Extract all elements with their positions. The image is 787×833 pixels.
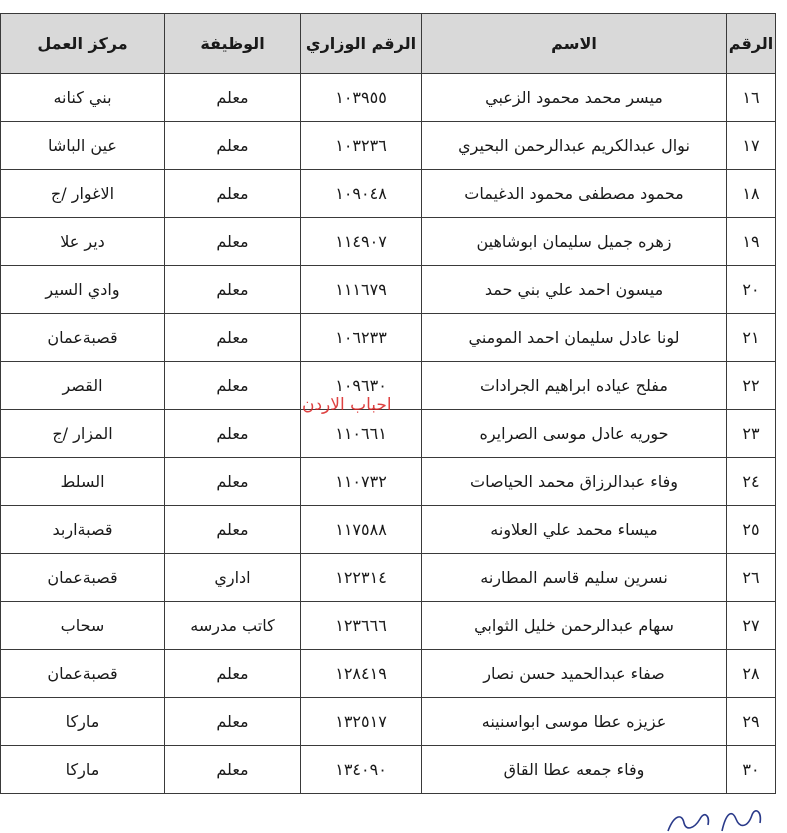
cell-job: معلم	[165, 122, 301, 170]
cell-ministry-id: ١٣٢٥١٧	[301, 698, 422, 746]
cell-name: زهره جميل سليمان ابوشاهين	[422, 218, 727, 266]
cell-work-center: قصبةعمان	[1, 650, 165, 698]
cell-work-center: قصبةعمان	[1, 554, 165, 602]
cell-ministry-id: ١٢٨٤١٩	[301, 650, 422, 698]
cell-job: معلم	[165, 746, 301, 794]
cell-work-center: بني كنانه	[1, 74, 165, 122]
cell-ministry-id: ١٢٣٦٦٦	[301, 602, 422, 650]
header-name: الاسم	[422, 14, 727, 74]
cell-number: ١٧	[727, 122, 776, 170]
table-row	[1, 122, 776, 170]
table-row	[1, 506, 776, 554]
cell-number: ١٨	[727, 170, 776, 218]
cell-ministry-id: ١٠٣٢٣٦	[301, 122, 422, 170]
table-row	[1, 314, 776, 362]
cell-name: عزيزه عطا موسى ابواسنينه	[422, 698, 727, 746]
cell-number: ٢٩	[727, 698, 776, 746]
cell-job: كاتب مدرسه	[165, 602, 301, 650]
header-job: الوظيفة	[165, 14, 301, 74]
cell-number: ٢٥	[727, 506, 776, 554]
cell-job: معلم	[165, 650, 301, 698]
table-row	[1, 554, 776, 602]
cell-name: ميسر محمد محمود الزعبي	[422, 74, 727, 122]
cell-number: ٢٠	[727, 266, 776, 314]
cell-job: معلم	[165, 170, 301, 218]
cell-number: ٣٠	[727, 746, 776, 794]
cell-number: ٢١	[727, 314, 776, 362]
cell-work-center: ماركا	[1, 746, 165, 794]
cell-job: معلم	[165, 266, 301, 314]
cell-name: ميسون احمد علي بني حمد	[422, 266, 727, 314]
cell-work-center: الاغوار /ج	[1, 170, 165, 218]
table-row	[1, 650, 776, 698]
cell-number: ٢٦	[727, 554, 776, 602]
header-ministry-id: الرقم الوزاري	[301, 14, 422, 74]
cell-job: معلم	[165, 218, 301, 266]
cell-ministry-id: ١٠٣٩٥٥	[301, 74, 422, 122]
header-number: الرقم	[727, 14, 776, 74]
cell-job: معلم	[165, 506, 301, 554]
cell-name: لونا عادل سليمان احمد المومني	[422, 314, 727, 362]
table-row	[1, 746, 776, 794]
cell-ministry-id: ١٣٤٠٩٠	[301, 746, 422, 794]
cell-ministry-id: ١١٧٥٨٨	[301, 506, 422, 554]
cell-work-center: وادي السير	[1, 266, 165, 314]
table-row	[1, 458, 776, 506]
table-row	[1, 218, 776, 266]
cell-ministry-id: ١٠٩٠٤٨	[301, 170, 422, 218]
table-body	[1, 74, 776, 794]
table-row	[1, 74, 776, 122]
cell-work-center: ماركا	[1, 698, 165, 746]
header-work-center: مركز العمل	[1, 14, 165, 74]
cell-number: ٢٤	[727, 458, 776, 506]
cell-job: معلم	[165, 698, 301, 746]
cell-work-center: المزار /ج	[1, 410, 165, 458]
cell-job: اداري	[165, 554, 301, 602]
cell-number: ٢٨	[727, 650, 776, 698]
cell-name: نوال عبدالكريم عبدالرحمن البحيري	[422, 122, 727, 170]
cell-work-center: دير علا	[1, 218, 165, 266]
cell-job: معلم	[165, 458, 301, 506]
cell-work-center: السلط	[1, 458, 165, 506]
cell-ministry-id: ١١٤٩٠٧	[301, 218, 422, 266]
cell-name: صفاء عبدالحميد حسن نصار	[422, 650, 727, 698]
cell-name: نسرين سليم قاسم المطارنه	[422, 554, 727, 602]
table-row	[1, 698, 776, 746]
cell-ministry-id: ١٠٦٢٣٣	[301, 314, 422, 362]
cell-number: ١٦	[727, 74, 776, 122]
cell-name: وفاء جمعه عطا القاق	[422, 746, 727, 794]
cell-ministry-id: ١١٠٦٦١	[301, 410, 422, 458]
cell-name: محمود مصطفى محمود الدغيمات	[422, 170, 727, 218]
table-row	[1, 602, 776, 650]
cell-work-center: عين الباشا	[1, 122, 165, 170]
cell-job: معلم	[165, 410, 301, 458]
table-row	[1, 170, 776, 218]
cell-number: ٢٢	[727, 362, 776, 410]
cell-name: سهام عبدالرحمن خليل الثوابي	[422, 602, 727, 650]
cell-name: حوريه عادل موسى الصرايره	[422, 410, 727, 458]
cell-ministry-id: ١١١٦٧٩	[301, 266, 422, 314]
cell-ministry-id: ١٢٢٣١٤	[301, 554, 422, 602]
cell-number: ١٩	[727, 218, 776, 266]
cell-number: ٢٧	[727, 602, 776, 650]
cell-ministry-id: ١٠٩٦٣٠	[301, 362, 422, 410]
cell-job: معلم	[165, 74, 301, 122]
cell-work-center: قصبةاربد	[1, 506, 165, 554]
cell-work-center: القصر	[1, 362, 165, 410]
cell-ministry-id: ١١٠٧٣٢	[301, 458, 422, 506]
cell-work-center: سحاب	[1, 602, 165, 650]
cell-work-center: قصبةعمان	[1, 314, 165, 362]
cell-job: معلم	[165, 314, 301, 362]
cell-name: ميساء محمد علي العلاونه	[422, 506, 727, 554]
table-row	[1, 266, 776, 314]
cell-job: معلم	[165, 362, 301, 410]
cell-number: ٢٣	[727, 410, 776, 458]
watermark-text: احباب الاردن	[302, 395, 392, 415]
table-header-row	[1, 14, 776, 74]
cell-name: وفاء عبدالرزاق محمد الحياصات	[422, 458, 727, 506]
cell-name: مفلح عياده ابراهيم الجرادات	[422, 362, 727, 410]
signature-scribble	[660, 805, 780, 833]
table-row	[1, 410, 776, 458]
